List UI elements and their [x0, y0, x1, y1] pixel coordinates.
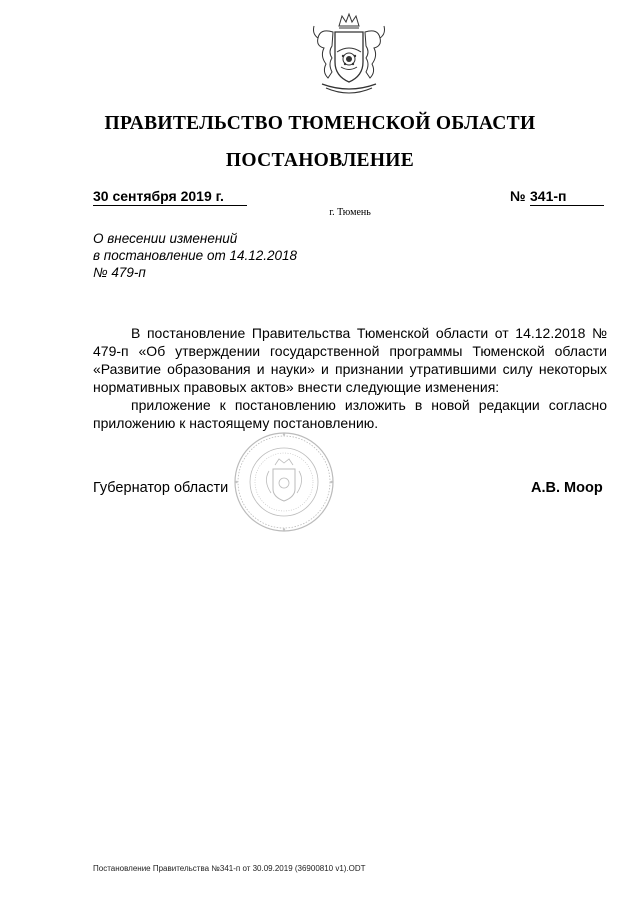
coat-of-arms-icon [306, 12, 392, 100]
signatory-position: Губернатор области [93, 480, 229, 496]
subject-line: в постановление от 14.12.2018 [93, 248, 298, 263]
document-date: 30 сентября 2019 г. [93, 188, 247, 206]
official-seal-icon [233, 431, 335, 533]
document-number: 341-п [530, 188, 604, 206]
organization-title: ПРАВИТЕЛЬСТВО ТЮМЕНСКОЙ ОБЛАСТИ [104, 113, 536, 134]
paragraph-text: В постановление Правительства Тюменской области от 14.12.2018 № 479-п «Об утверждении государственной программы Тюменской области «Развитие образования и науки» и признании утратившими силу некоторых нормативных правовых актов» внести следующие изменения: [93, 325, 607, 395]
subject-line: О внесении изменений [93, 231, 238, 246]
document-city: г. Тюмень [329, 207, 371, 218]
body-paragraph [93, 396, 607, 432]
document-footer: Постановление Правительства №341-п от 30.09.2019 (36900810 v1).ODT [93, 864, 366, 873]
document-subject [93, 230, 297, 281]
paragraph-text: приложение к постановлению изложить в новой редакции согласно приложению к настоящему постановлению. [93, 397, 607, 431]
subject-line: № 479-п [93, 265, 146, 280]
body-paragraph [93, 324, 607, 396]
document-type-title: ПОСТАНОВЛЕНИЕ [225, 150, 415, 171]
document-number-label: № [510, 188, 526, 204]
signatory-name: А.В. Моор [531, 480, 603, 496]
